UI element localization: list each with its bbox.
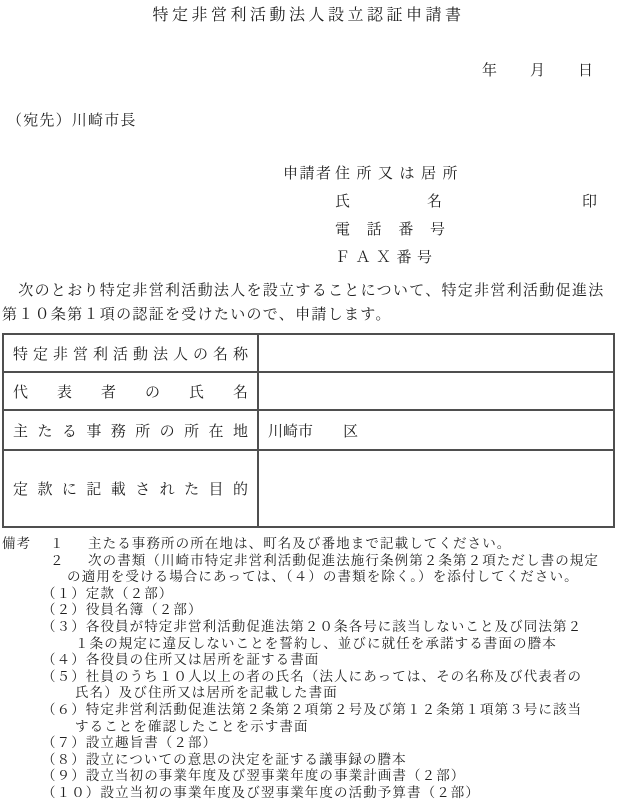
representative-name-value: [258, 372, 614, 410]
doc-item-8: （８）設立についての意思の決定を証する議事録の謄本: [42, 751, 407, 767]
fax-label: ＦＡＸ番号: [335, 250, 432, 266]
statement-paragraph: [2, 280, 614, 327]
doc-item-4: （４）各役員の住所又は居所を証する書面: [42, 652, 320, 668]
doc-item-5-line-2: 氏名）及び住所又は居所を記載した書面: [75, 685, 338, 701]
representative-name-label: 代表者の氏名: [3, 372, 258, 410]
phone-label: 電話番号: [335, 222, 445, 238]
application-table: [2, 333, 615, 528]
office-location-label: 主たる事務所の所在地: [3, 410, 258, 450]
statement-line-2: 第１０条第１項の認証を受けたいので、申請します。: [2, 306, 392, 323]
doc-item-10: （１０）設立当初の事業年度及び翌事業年度の活動予算書（２部）: [42, 784, 480, 800]
applicant-fax-line: [335, 244, 597, 272]
doc-item-5-line-1: （５）社員のうち１０人以上の者の氏名（法人にあっては、その名称及び代表者の: [42, 668, 583, 684]
articles-purpose-value: [258, 450, 614, 527]
statement-line-1: 次のとおり特定非営利活動法人を設立することについて、特定非営利活動促進法: [2, 283, 605, 299]
table-row-representative-name: [3, 372, 614, 410]
note-2-text-line-1: 次の書類（川崎市特定非営利活動促進法施行条例第２条第２項ただし書の規定: [88, 552, 599, 568]
remarks-section: [2, 536, 615, 802]
articles-purpose-label: 定款に記載された目的: [3, 450, 258, 527]
applicant-fields: [335, 160, 597, 272]
doc-item-6-line-1: （６）特定非営利活動促進法第２条第２項第２号及び第１２条第１項第３号に該当: [42, 701, 583, 717]
corporation-name-value: [258, 334, 614, 372]
office-location-value: 川崎市 区: [258, 410, 614, 450]
address-label: 住所又は居所: [335, 166, 465, 182]
doc-item-3-line-2: １条の規定に違反しないことを誓約し、並びに就任を承諾する書面の謄本: [75, 635, 557, 651]
corporation-name-label: 特定非営利活動法人の名称: [3, 334, 258, 372]
date-line: 年 月 日: [481, 63, 594, 79]
seal-mark: 印: [581, 194, 597, 210]
doc-item-6-line-2: することを確認したことを示す書面: [75, 718, 309, 734]
note-2-number: ２: [50, 552, 65, 568]
remarks-note-2: [2, 553, 615, 570]
note-1-text: 主たる事務所の所在地は、町名及び番地まで記載してください。: [88, 536, 512, 551]
table-row-corporation-name: [3, 334, 614, 372]
doc-item-7: （７）設立趣旨書（２部）: [42, 735, 218, 751]
remarks-label: 備考: [2, 536, 32, 551]
applicant-name-line: [335, 188, 597, 216]
table-row-articles-purpose: [3, 450, 614, 527]
name-label: 氏名: [335, 194, 442, 210]
applicant-address-line: [335, 160, 597, 188]
note-2-text-line-2: の適用を受ける場合にあっては、（４）の書類を除く。）を添付してください。: [67, 569, 579, 585]
remarks-note-1: [2, 536, 615, 553]
doc-item-9: （９）設立当初の事業年度及び翌事業年度の事業計画書（２部）: [42, 768, 466, 784]
doc-item-2: （２）役員名簿（２部）: [42, 602, 203, 618]
applicant-label: 申請者: [283, 166, 333, 182]
applicant-phone-line: [335, 216, 597, 244]
doc-item-3-line-1: （３）各役員が特定非営利活動促進法第２０条各号に該当しないこと及び同法第２: [42, 618, 583, 634]
note-1-number: １: [50, 536, 65, 551]
applicant-block: [283, 160, 597, 272]
recipient-line: （宛先）川崎市長: [7, 113, 137, 129]
table-row-office-location: [3, 410, 614, 450]
page-title: 特定非営利活動法人設立認証申請書: [152, 7, 465, 24]
doc-item-1: （１）定款（２部）: [42, 585, 174, 601]
